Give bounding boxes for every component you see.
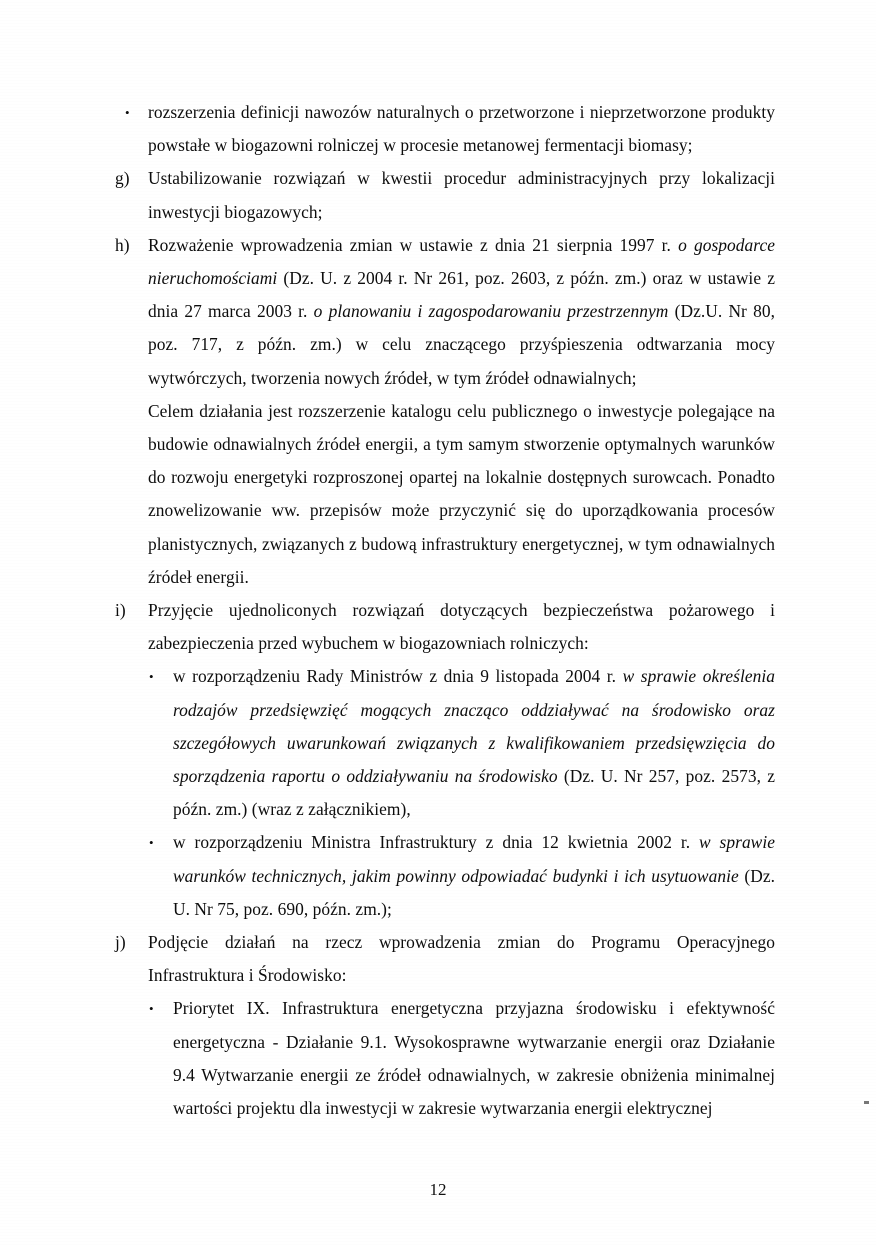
text-run: Rozważenie wprowadzenia zmian w ustawie z dnia 21 sierpnia 1997 r. — [148, 234, 679, 255]
paragraph-bullet-priorytet-ix — [103, 992, 775, 1125]
italic-run: o gospodarce nieruchomościami — [148, 234, 775, 289]
text-run: (Dz. U. Nr 257, poz. 2573, z późn. zm.) (wraz z załącznikiem), — [173, 766, 775, 820]
text-run: Priorytet IX. Infrastruktura energetyczna przyjazna środowisku i efektywność energetyczna - Działanie 9.1. Wysokosprawne wytwarzanie energii oraz Działanie 9.4 Wytwarzanie energii ze źródeł odnawialnych, w zakresie obniżenia minimalnej wartości projektu dla inwestycji w zakresie wytwarzania energii elektrycznej — [173, 998, 775, 1119]
list-marker-bullet: • — [149, 1001, 154, 1017]
paragraph-text — [148, 102, 775, 155]
text-run: rozszerzenia definicji nawozów naturalnych o przetworzone i nieprzetworzone produkty powstałe w biogazowni rolniczej w procesie metanowej fermentacji biomasy; — [148, 102, 775, 156]
paragraph-text — [173, 998, 775, 1118]
text-run: w rozporządzeniu Ministra Infrastruktury z dnia 12 kwietnia 2002 r. — [173, 832, 700, 853]
paragraph-text — [148, 401, 775, 587]
text-run: Przyjęcie ujednoliconych rozwiązań dotyczących bezpieczeństwa pożarowego i zabezpieczenia przed wybuchem w biogazowniach rolniczych: — [148, 600, 775, 654]
document-body — [103, 96, 775, 1125]
paragraph-para-celem-dzialania — [103, 395, 775, 594]
paragraph-item-j — [103, 926, 775, 992]
paragraph-text — [148, 932, 775, 985]
page-number: 12 — [429, 1180, 447, 1199]
list-marker-bullet: • — [149, 669, 154, 685]
paragraph-item-h — [103, 229, 775, 395]
list-marker-bullet: • — [125, 105, 130, 120]
list-marker-letter: h) — [115, 234, 130, 255]
paragraph-item-g — [103, 162, 775, 228]
paragraph-text — [173, 666, 775, 819]
paragraph-text — [148, 235, 775, 388]
paragraph-bullet-rozporzadzenie-ministra-infrastruktury — [103, 826, 775, 926]
paragraph-text — [173, 832, 775, 918]
text-run: w rozporządzeniu Rady Ministrów z dnia 9 listopada 2004 r. — [173, 666, 623, 687]
paragraph-bullet-rozszerzenia — [103, 96, 775, 162]
text-run: Podjęcie działań na rzecz wprowadzenia zmian do Programu Operacyjnego Infrastruktura i Środowisko: — [148, 932, 775, 986]
text-run: (Dz.U. Nr 80, poz. 717, z późn. zm.) w celu znaczącego przyśpieszenia odtwarzania mocy wytwórczych, tworzenia nowych źródeł, w tym źródeł odnawialnych; — [148, 301, 775, 388]
scan-artifact-speck — [864, 1101, 869, 1104]
italic-run: w sprawie określenia rodzajów przedsięwzięć mogących znacząco oddziaływać na środowisko oraz szczegółowych uwarunkowań związanych z kwalifikowaniem przedsięwzięcia do sporządzenia raportu o oddziaływaniu na środowisko — [173, 666, 775, 787]
italic-run: w sprawie warunków technicznych, jakim powinny odpowiadać budynki i ich usytuowanie — [173, 832, 775, 886]
text-run: (Dz. U. Nr 75, poz. 690, późn. zm.); — [173, 865, 776, 919]
paragraph-text — [148, 600, 775, 653]
list-marker-letter: g) — [115, 168, 130, 189]
italic-run: o planowaniu i zagospodarowaniu przestrzennym — [313, 301, 669, 322]
paragraph-text — [148, 168, 775, 221]
paragraph-item-i — [103, 594, 775, 660]
list-marker-letter: j) — [115, 932, 126, 953]
list-marker-letter: i) — [115, 600, 126, 621]
text-run: Celem działania jest rozszerzenie katalogu celu publicznego o inwestycje polegające na budowie odnawialnych źródeł energii, a tym samym stworzenie optymalnych warunków do rozwoju energetyki rozproszonej opartej na lokalnie dostępnych surowcach. Ponadto znowelizowanie ww. przepisów może przyczynić się do uporządkowania procesów planistycznych, związanych z budową infrastruktury energetycznej, w tym odnawialnych źródeł energii. — [148, 400, 775, 587]
text-run: (Dz. U. z 2004 r. Nr 261, poz. 2603, z późn. zm.) oraz w ustawie z dnia 27 marca 2003 r. — [148, 268, 775, 322]
list-marker-bullet: • — [149, 835, 154, 851]
text-run: Ustabilizowanie rozwiązań w kwestii procedur administracyjnych przy lokalizacji inwestycji biogazowych; — [148, 168, 775, 222]
paragraph-bullet-rozporzadzenie-rady-ministrow — [103, 660, 775, 826]
